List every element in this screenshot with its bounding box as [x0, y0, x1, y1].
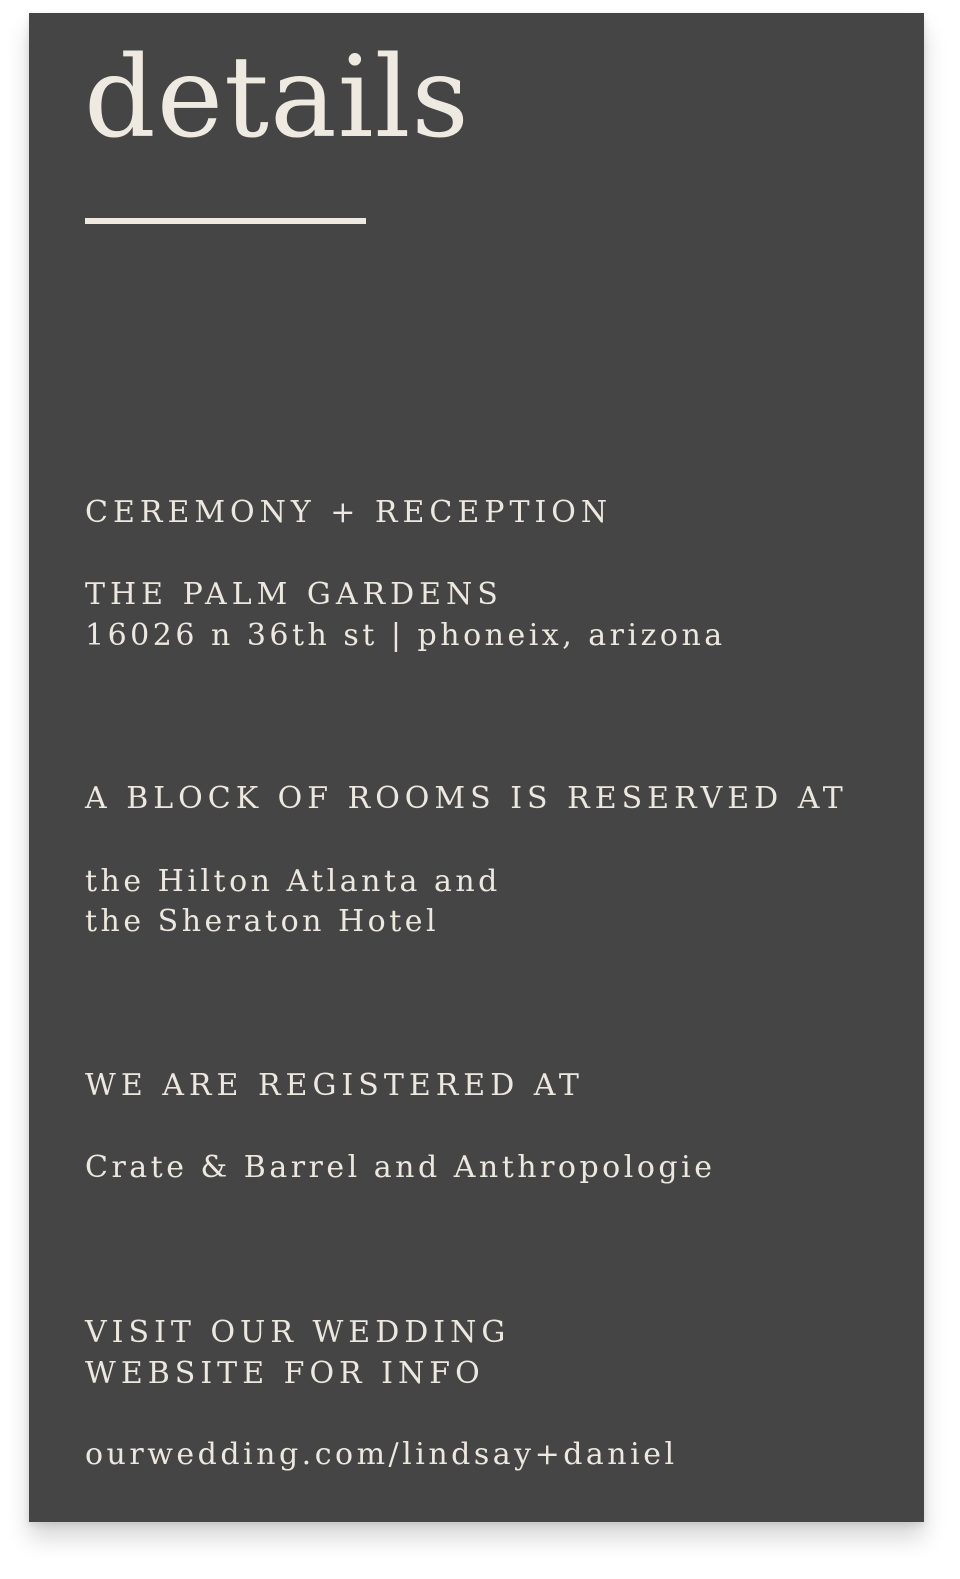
rooms-line-2: the Sheraton Hotel: [85, 904, 440, 939]
rooms-heading: A BLOCK OF ROOMS IS RESERVED AT: [85, 781, 848, 816]
website-heading-line-2: WEBSITE FOR INFO: [85, 1356, 485, 1391]
registry-heading: WE ARE REGISTERED AT: [85, 1068, 584, 1103]
venue-address: 16026 n 36th st | phoneix, arizona: [85, 618, 726, 653]
ceremony-heading: CEREMONY + RECEPTION: [85, 495, 613, 530]
website-url: ourwedding.com/lindsay+daniel: [85, 1437, 678, 1472]
venue-name: THE PALM GARDENS: [85, 577, 503, 612]
registry-stores: Crate & Barrel and Anthropologie: [85, 1150, 716, 1185]
details-card: [29, 13, 924, 1522]
website-heading-line-1: VISIT OUR WEDDING: [85, 1315, 511, 1350]
card-title: details: [84, 33, 470, 163]
rooms-line-1: the Hilton Atlanta and: [85, 864, 501, 899]
title-underline: [85, 218, 366, 224]
